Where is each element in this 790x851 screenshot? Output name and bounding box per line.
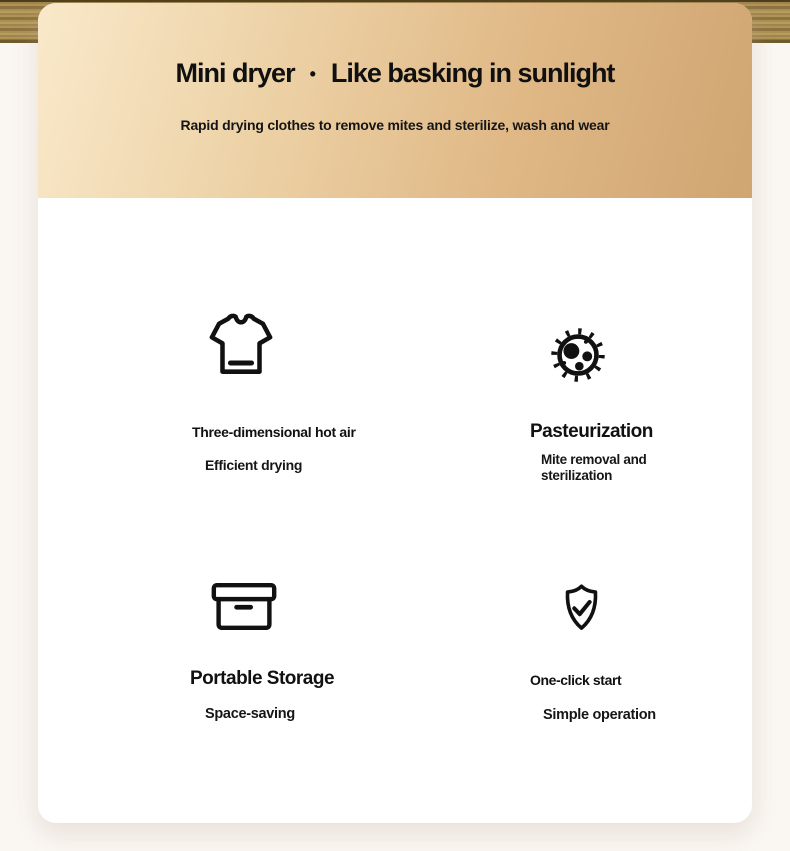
- feature-pasteurization: [530, 322, 770, 484]
- feature-subtitle: Mite removal and sterilization: [541, 452, 647, 483]
- title-separator-dot: •: [309, 64, 316, 84]
- storage-box-icon: [207, 580, 281, 633]
- feature-subtitle: Simple operation: [543, 707, 656, 723]
- tshirt-icon: [203, 312, 279, 380]
- feature-hot-air: [192, 312, 432, 473]
- header-banner: [38, 3, 752, 198]
- page-title: [38, 56, 752, 91]
- header-subtitle: Rapid drying clothes to remove mites and sterilize, wash and wear: [180, 117, 610, 133]
- page-title-right: Like basking in sunlight: [330, 58, 615, 88]
- page-title-left: Mini dryer: [175, 58, 295, 88]
- feature-one-click-start: [530, 581, 770, 723]
- feature-title: Three-dimensional hot air: [192, 424, 356, 440]
- feature-subtitle: Space-saving: [205, 706, 295, 722]
- feature-portable-storage: [190, 580, 430, 722]
- virus-icon: [545, 322, 611, 388]
- feature-subtitle: Efficient drying: [205, 457, 303, 473]
- feature-title: Pasteurization: [530, 421, 653, 442]
- feature-title: Portable Storage: [190, 668, 335, 689]
- product-card: [38, 3, 752, 823]
- shield-check-icon: [559, 581, 604, 637]
- feature-title: One-click start: [530, 672, 622, 688]
